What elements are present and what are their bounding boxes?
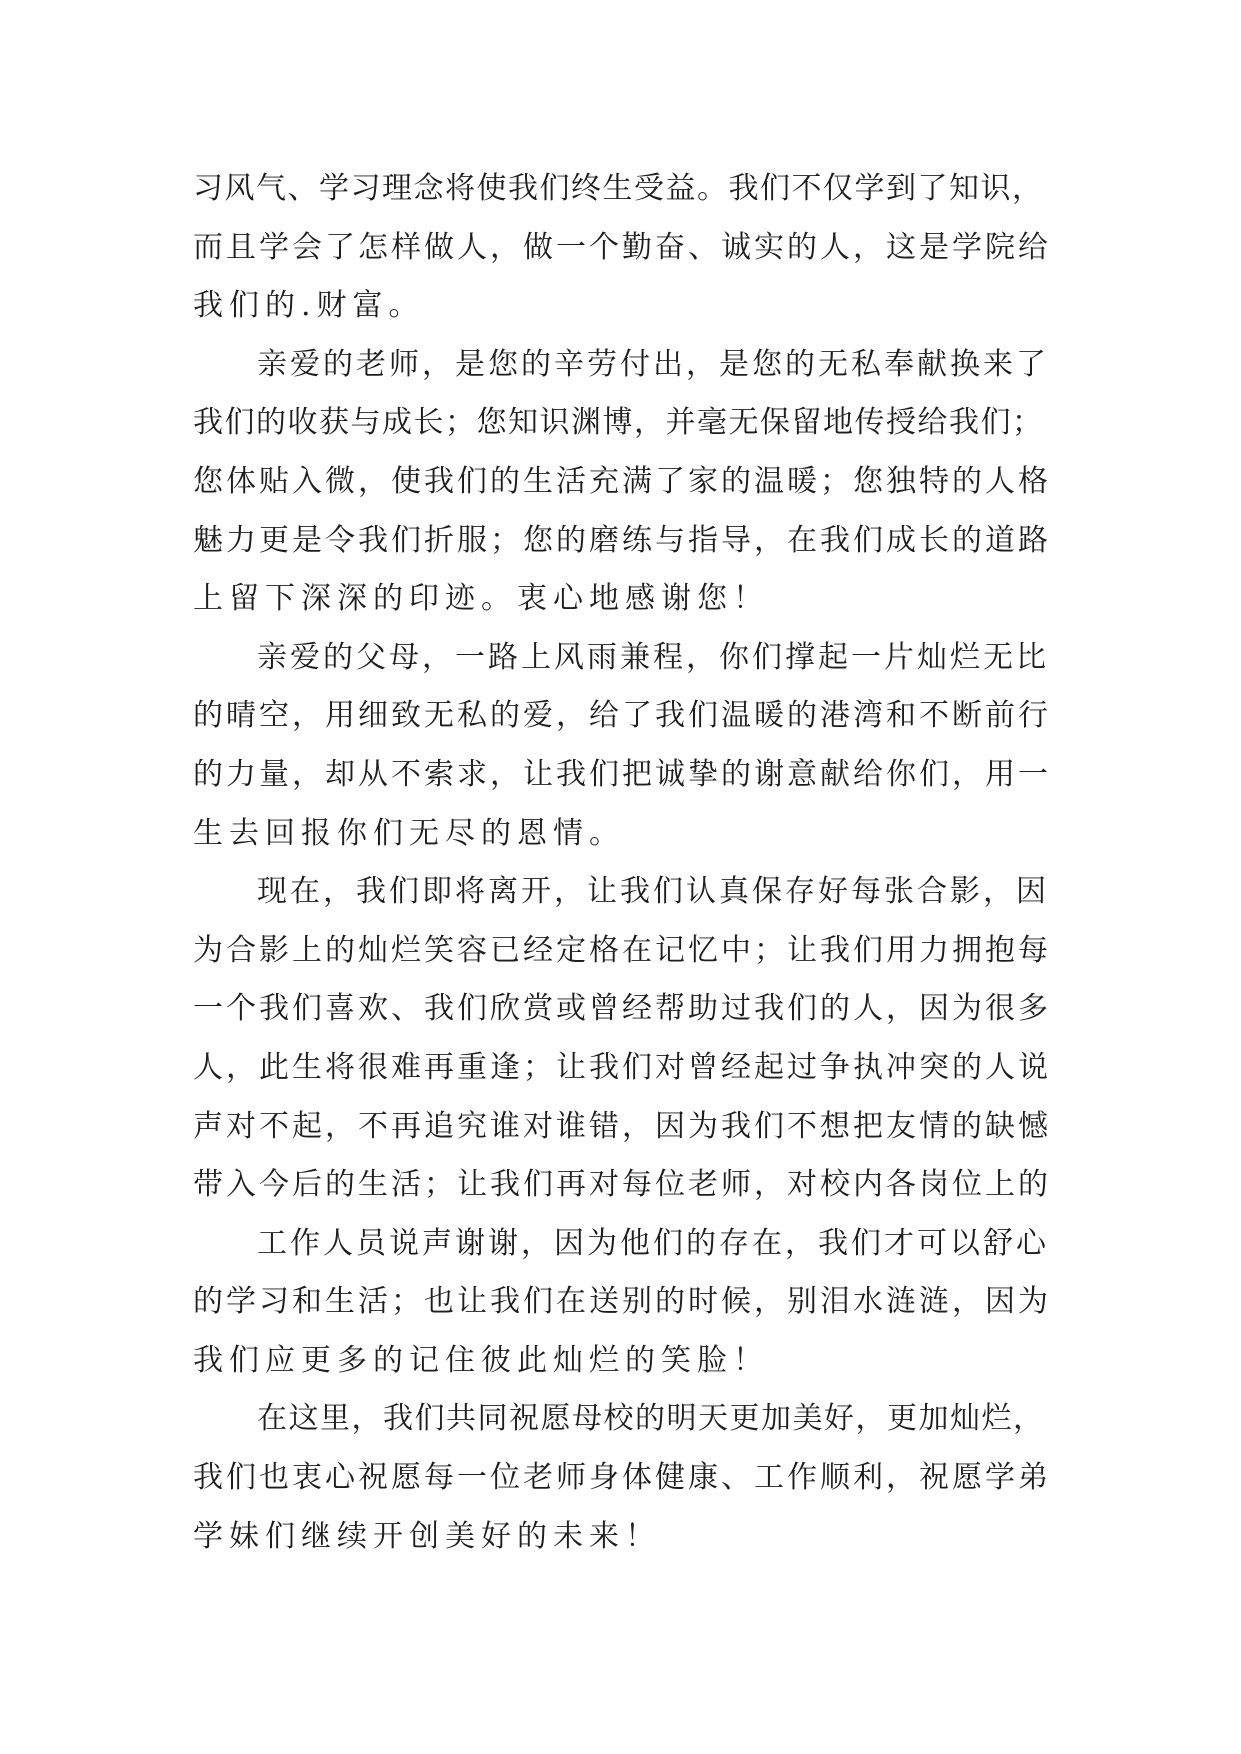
text-line: 我们也衷心祝愿每一位老师身体健康、工作顺利，祝愿学弟 (193, 1460, 1051, 1496)
text-line: 带入今后的生活；让我们再对每位老师，对校内各岗位上的 (193, 1167, 1051, 1203)
text-line: 魅力更是令我们折服；您的磨练与指导，在我们成长的道路 (193, 522, 1051, 558)
text-line: 的学习和生活；也让我们在送别的时候，别泪水涟涟，因为 (193, 1284, 1051, 1320)
text-line: 人，此生将很难再重逢；让我们对曾经起过争执冲突的人说 (193, 1049, 1051, 1085)
text-line: 我们应更多的记住彼此灿烂的笑脸！ (193, 1342, 769, 1378)
text-line: 我们的收获与成长；您知识渊博，并毫无保留地传授给我们； (193, 405, 1044, 441)
text-line: 习风气、学习理念将使我们终生受益。我们不仅学到了知识， (193, 171, 1044, 206)
text-line: 您体贴入微，使我们的生活充满了家的温暖；您独特的人格 (193, 463, 1051, 499)
text-line: 亲爱的老师，是您的辛劳付出，是您的无私奉献换来了 (257, 346, 1049, 382)
text-line: 一个我们喜欢、我们欣赏或曾经帮助过我们的人，因为很多 (193, 991, 1051, 1027)
text-line: 亲爱的父母，一路上风雨兼程，你们撑起一片灿烂无比 (257, 639, 1049, 675)
text-line: 上留下深深的印迹。衷心地感谢您！ (193, 581, 769, 617)
text-line: 的力量，却从不索求，让我们把诚挚的谢意献给你们，用一 (193, 756, 1051, 792)
text-line: 现在，我们即将离开，让我们认真保存好每张合影，因 (257, 874, 1049, 910)
text-line: 而且学会了怎样做人，做一个勤奋、诚实的人，这是学院给 (193, 229, 1051, 265)
text-line: 工作人员说声谢谢，因为他们的存在，我们才可以舒心 (257, 1225, 1049, 1261)
text-line: 生去回报你们无尽的恩情。 (193, 815, 625, 851)
document-body (193, 160, 1053, 1566)
text-line: 的晴空，用细致无私的爱，给了我们温暖的港湾和不断前行 (193, 698, 1051, 734)
text-line: 声对不起，不再追究谁对谁错，因为我们不想把友情的缺憾 (193, 1108, 1051, 1144)
text-line: 学妹们继续开创美好的未来！ (193, 1518, 661, 1554)
text-line: 为合影上的灿烂笑容已经定格在记忆中；让我们用力拥抱每 (193, 932, 1051, 968)
text-line: 我们的.财富。 (193, 288, 425, 324)
text-line: 在这里，我们共同祝愿母校的明天更加美好，更加灿烂， (257, 1401, 1045, 1437)
